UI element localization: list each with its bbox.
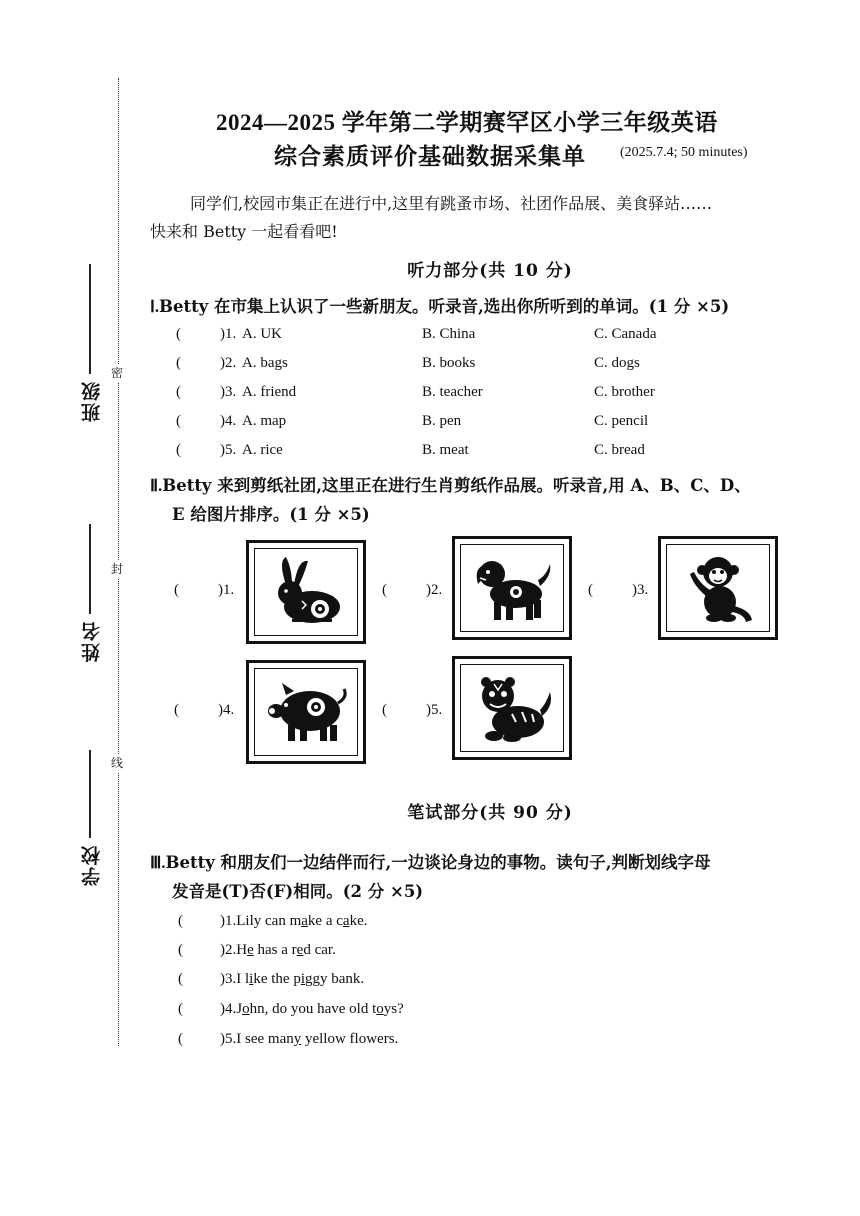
item-number: )4. bbox=[220, 413, 237, 429]
underlined-letter: e bbox=[296, 942, 304, 958]
monkey-picture-frame bbox=[658, 536, 778, 640]
school-field[interactable] bbox=[78, 746, 102, 886]
q2-item-4 bbox=[174, 660, 384, 764]
name-label: 姓名 bbox=[81, 620, 103, 662]
option-c: C. dogs bbox=[594, 355, 640, 371]
intro-line1: 同学们,校园市集正在进行中,这里有跳蚤市场、社团作品展、美食驿站…… bbox=[190, 194, 713, 213]
underlined-letter: y bbox=[293, 1031, 302, 1047]
q2-item-5 bbox=[382, 660, 592, 764]
pig-papercut-icon bbox=[262, 677, 350, 747]
answer-blank[interactable]: ( bbox=[588, 582, 593, 598]
answer-blank[interactable]: ( bbox=[174, 702, 179, 718]
answer-blank[interactable]: ( bbox=[178, 1001, 183, 1017]
item-number: )1. bbox=[220, 326, 237, 342]
q1-instruction-text: Betty 在市集上认识了一些新朋友。听录音,选出你所听到的单词。(1 分 ×5) bbox=[159, 297, 730, 316]
item-number: )2. bbox=[220, 355, 237, 371]
monkey-papercut-icon bbox=[674, 550, 762, 626]
underlined-letter: o bbox=[376, 1001, 384, 1017]
class-field[interactable] bbox=[78, 260, 102, 422]
answer-blank[interactable]: ( bbox=[178, 942, 183, 958]
underlined-letter: o bbox=[242, 1001, 250, 1017]
option-a: A. friend bbox=[242, 384, 297, 400]
q1-instruction bbox=[150, 292, 810, 321]
writing-section-title: 笔试部分(共 90 分) bbox=[407, 803, 573, 823]
sentence-text: )5.I see many yellow flowers. bbox=[220, 1031, 399, 1047]
class-blank-line[interactable] bbox=[89, 264, 91, 374]
underlined-letter: i bbox=[300, 971, 305, 987]
option-b: B. pen bbox=[422, 413, 462, 429]
underlined-letter: i bbox=[249, 971, 254, 987]
answer-blank[interactable]: ( bbox=[174, 582, 179, 598]
option-a: A. UK bbox=[242, 326, 282, 342]
q2-item-3 bbox=[588, 540, 820, 644]
q2-instruction-line2: E 给图片排序。(1 分 ×5) bbox=[172, 505, 370, 524]
option-a: A. map bbox=[242, 413, 287, 429]
option-a: A. rice bbox=[242, 442, 283, 458]
q2-number: Ⅱ. bbox=[150, 476, 163, 495]
q1-item-2 bbox=[176, 355, 816, 377]
q2-instruction bbox=[150, 471, 810, 529]
exam-title-line1: 2024—2025 学年第二学期赛罕区小学三年级英语 bbox=[216, 110, 718, 135]
option-c: C. bread bbox=[594, 442, 645, 458]
option-a: A. bags bbox=[242, 355, 288, 371]
item-number: )5. bbox=[426, 702, 443, 718]
q2-instruction-line1: Betty 来到剪纸社团,这里正在进行生肖剪纸作品展。听录音,用 A、B、C、D、 bbox=[162, 476, 751, 495]
q2-item-2 bbox=[382, 540, 592, 644]
school-blank-line[interactable] bbox=[89, 750, 91, 838]
q3-number: Ⅲ. bbox=[150, 853, 166, 872]
sentence-text: )3.I like the piggy bank. bbox=[220, 971, 365, 987]
option-b: B. meat bbox=[422, 442, 469, 458]
intro-line2: 快来和 Betty 一起看看吧! bbox=[150, 222, 338, 241]
underlined-letter: a bbox=[301, 913, 308, 929]
rabbit-picture-frame bbox=[246, 540, 366, 644]
option-b: B. books bbox=[422, 355, 476, 371]
item-number: )5. bbox=[220, 442, 237, 458]
q3-instruction bbox=[150, 848, 810, 906]
answer-blank[interactable]: ( bbox=[176, 355, 181, 371]
item-number: )3. bbox=[632, 582, 649, 598]
intro-paragraph bbox=[150, 190, 810, 246]
sentence-text: )4.John, do you have old toys? bbox=[220, 1001, 404, 1017]
q1-item-5 bbox=[176, 442, 816, 464]
item-number: )1. bbox=[218, 582, 235, 598]
pig-picture-frame bbox=[246, 660, 366, 764]
seal-char-feng: 封 bbox=[111, 562, 124, 576]
q3-instruction-line1: Betty 和朋友们一边结伴而行,一边谈论身边的事物。读句子,判断划线字母 bbox=[165, 853, 711, 872]
underlined-letter: e bbox=[247, 942, 254, 958]
exam-title-line2: 综合素质评价基础数据采集单 bbox=[274, 143, 586, 170]
q1-number: Ⅰ. bbox=[150, 297, 159, 316]
school-label: 学校 bbox=[81, 844, 103, 886]
seal-char-xian: 线 bbox=[111, 756, 124, 770]
item-number: )4. bbox=[218, 702, 235, 718]
q1-item-3 bbox=[176, 384, 816, 406]
option-b: B. teacher bbox=[422, 384, 483, 400]
tiger-papercut-icon bbox=[468, 670, 556, 746]
answer-blank[interactable]: ( bbox=[176, 442, 181, 458]
answer-blank[interactable]: ( bbox=[382, 582, 387, 598]
tiger-picture-frame bbox=[452, 656, 572, 760]
q1-item-1 bbox=[176, 326, 816, 348]
answer-blank[interactable]: ( bbox=[176, 326, 181, 342]
dog-papercut-icon bbox=[468, 550, 556, 626]
item-number: )3. bbox=[220, 384, 237, 400]
exam-date-duration: (2025.7.4; 50 minutes) bbox=[620, 145, 748, 160]
option-c: C. Canada bbox=[594, 326, 657, 342]
answer-blank[interactable]: ( bbox=[176, 413, 181, 429]
option-c: C. brother bbox=[594, 384, 655, 400]
q2-item-1 bbox=[174, 540, 384, 644]
listening-section-title: 听力部分(共 10 分) bbox=[407, 261, 573, 281]
sentence-text: )2.He has a red car. bbox=[220, 942, 336, 958]
binding-margin bbox=[0, 0, 140, 1216]
option-b: B. China bbox=[422, 326, 476, 342]
answer-blank[interactable]: ( bbox=[382, 702, 387, 718]
answer-blank[interactable]: ( bbox=[178, 913, 183, 929]
name-field[interactable] bbox=[78, 520, 102, 662]
rabbit-papercut-icon bbox=[262, 555, 350, 629]
option-c: C. pencil bbox=[594, 413, 649, 429]
dog-picture-frame bbox=[452, 536, 572, 640]
class-label: 班级 bbox=[81, 380, 103, 422]
underlined-letter: a bbox=[342, 913, 350, 929]
answer-blank[interactable]: ( bbox=[176, 384, 181, 400]
q1-item-4 bbox=[176, 413, 816, 435]
q3-instruction-line2: 发音是(T)否(F)相同。(2 分 ×5) bbox=[172, 882, 424, 901]
item-number: )2. bbox=[426, 582, 443, 598]
seal-char-mi: 密 bbox=[111, 366, 124, 380]
answer-blank[interactable]: ( bbox=[178, 1031, 183, 1047]
answer-blank[interactable]: ( bbox=[178, 971, 183, 987]
name-blank-line[interactable] bbox=[89, 524, 91, 614]
sentence-text: )1.Lily can make a cake. bbox=[220, 913, 368, 929]
